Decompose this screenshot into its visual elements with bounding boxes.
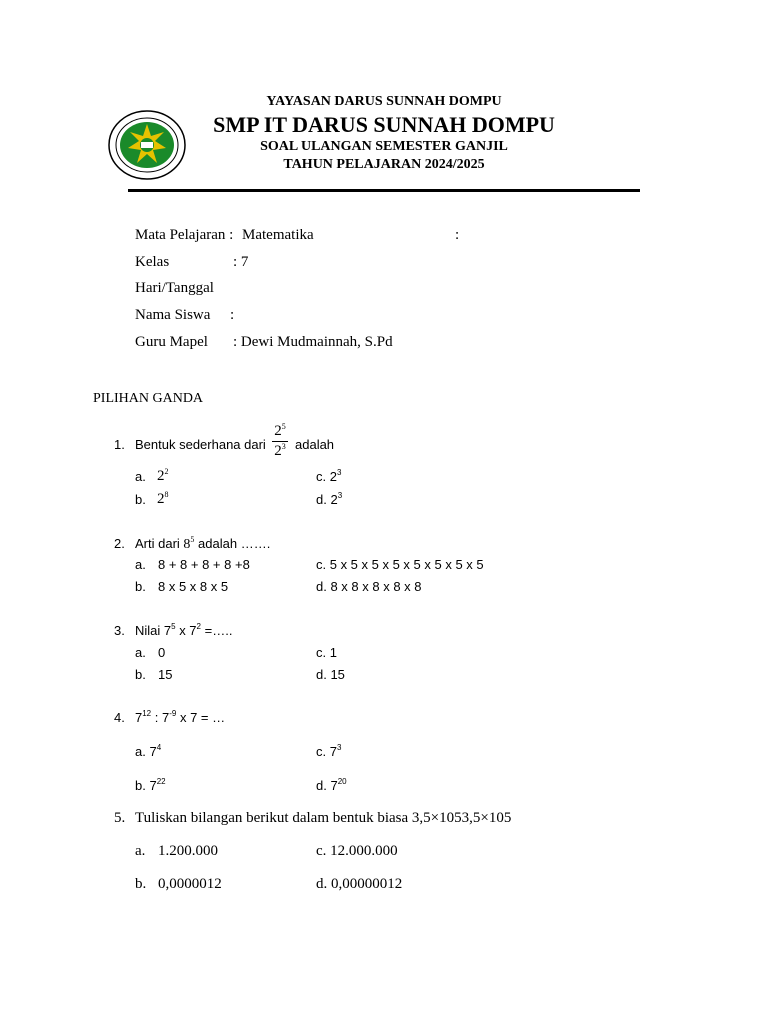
question-number: 4.	[114, 710, 125, 725]
option-b-value: 0,0000012	[158, 876, 222, 892]
option-b: b.	[135, 492, 146, 507]
fraction-denominator: $2^3$	[274, 442, 286, 459]
header-divider	[128, 189, 640, 192]
question-suffix: adalah	[295, 437, 335, 452]
option-a: a.	[135, 557, 146, 572]
question-number: 2.	[114, 536, 125, 551]
question-text: Bentuk sederhana dari	[135, 437, 266, 452]
academic-year: TAHUN PELAJARAN 2024/2025	[283, 157, 485, 172]
exam-title: SOAL ULANGAN SEMESTER GANJIL	[260, 139, 508, 154]
option-d: d. 15	[316, 667, 345, 682]
question-number: 3.	[114, 623, 125, 638]
question-number: 1.	[114, 437, 125, 452]
teacher-value: : Dewi Mudmainnah, S.Pd	[233, 334, 393, 350]
option-b: b.	[135, 876, 147, 892]
option-b-value: $2^8$	[157, 490, 169, 507]
extra-colon: :	[455, 227, 460, 243]
option-b: b.	[135, 579, 146, 594]
option-c: c. $2^3$	[316, 468, 342, 484]
subject-value: Matematika	[242, 227, 314, 243]
student-value: :	[230, 307, 235, 323]
option-a: a.	[135, 843, 146, 859]
option-b-value: 8 x 5 x 8 x 5	[158, 579, 229, 594]
option-c: c. 5 x 5 x 5 x 5 x 5 x 5 x 5 x 5	[316, 557, 484, 572]
student-label: Nama Siswa	[135, 307, 211, 323]
foundation-name: YAYASAN DARUS SUNNAH DOMPU	[266, 94, 502, 109]
teacher-label: Guru Mapel	[135, 334, 208, 350]
question-text: Tuliskan bilangan berikut dalam bentuk biasa 3,5×1053,5×105	[135, 810, 512, 826]
fraction	[272, 423, 288, 461]
option-a-value: $2^2$	[157, 467, 169, 484]
option-c: c. $7^3$	[316, 743, 342, 759]
question-text: Nilai $7^5$ x $7^2$ =…..	[135, 622, 233, 638]
class-value: : 7	[233, 254, 249, 270]
question-number: 5.	[114, 810, 126, 826]
class-label: Kelas	[135, 254, 170, 270]
option-b: b.	[135, 667, 146, 682]
option-b: b. $7^{22}$	[135, 777, 166, 793]
option-b-value: 15	[158, 667, 173, 682]
option-c: c. 1	[316, 645, 337, 660]
option-d: d. $7^{20}$	[316, 777, 347, 793]
subject-label: Mata Pelajaran :	[135, 227, 234, 243]
day-label: Hari/Tanggal	[135, 280, 214, 296]
question-text: Arti dari $8^5$ adalah …….	[135, 535, 271, 552]
question-text: $7^{12}$ : $7^{-9}$ x 7 = …	[135, 709, 226, 725]
option-d: d. 0,00000012	[316, 876, 403, 892]
option-a-value: 8 + 8 + 8 + 8 +8	[158, 557, 250, 572]
option-d: d. 8 x 8 x 8 x 8 x 8	[316, 579, 422, 594]
fraction-numerator: $2^5$	[274, 422, 286, 439]
option-c: c. 12.000.000	[316, 843, 398, 859]
option-a: a.	[135, 469, 146, 484]
section-title: PILIHAN GANDA	[93, 391, 204, 406]
option-a-value: 0	[158, 645, 166, 660]
option-d: d. $2^3$	[316, 491, 343, 507]
school-name: SMP IT DARUS SUNNAH DOMPU	[213, 112, 555, 137]
option-a-value: 1.200.000	[158, 843, 218, 859]
option-a: a. $7^4$	[135, 743, 162, 759]
option-a: a.	[135, 645, 146, 660]
